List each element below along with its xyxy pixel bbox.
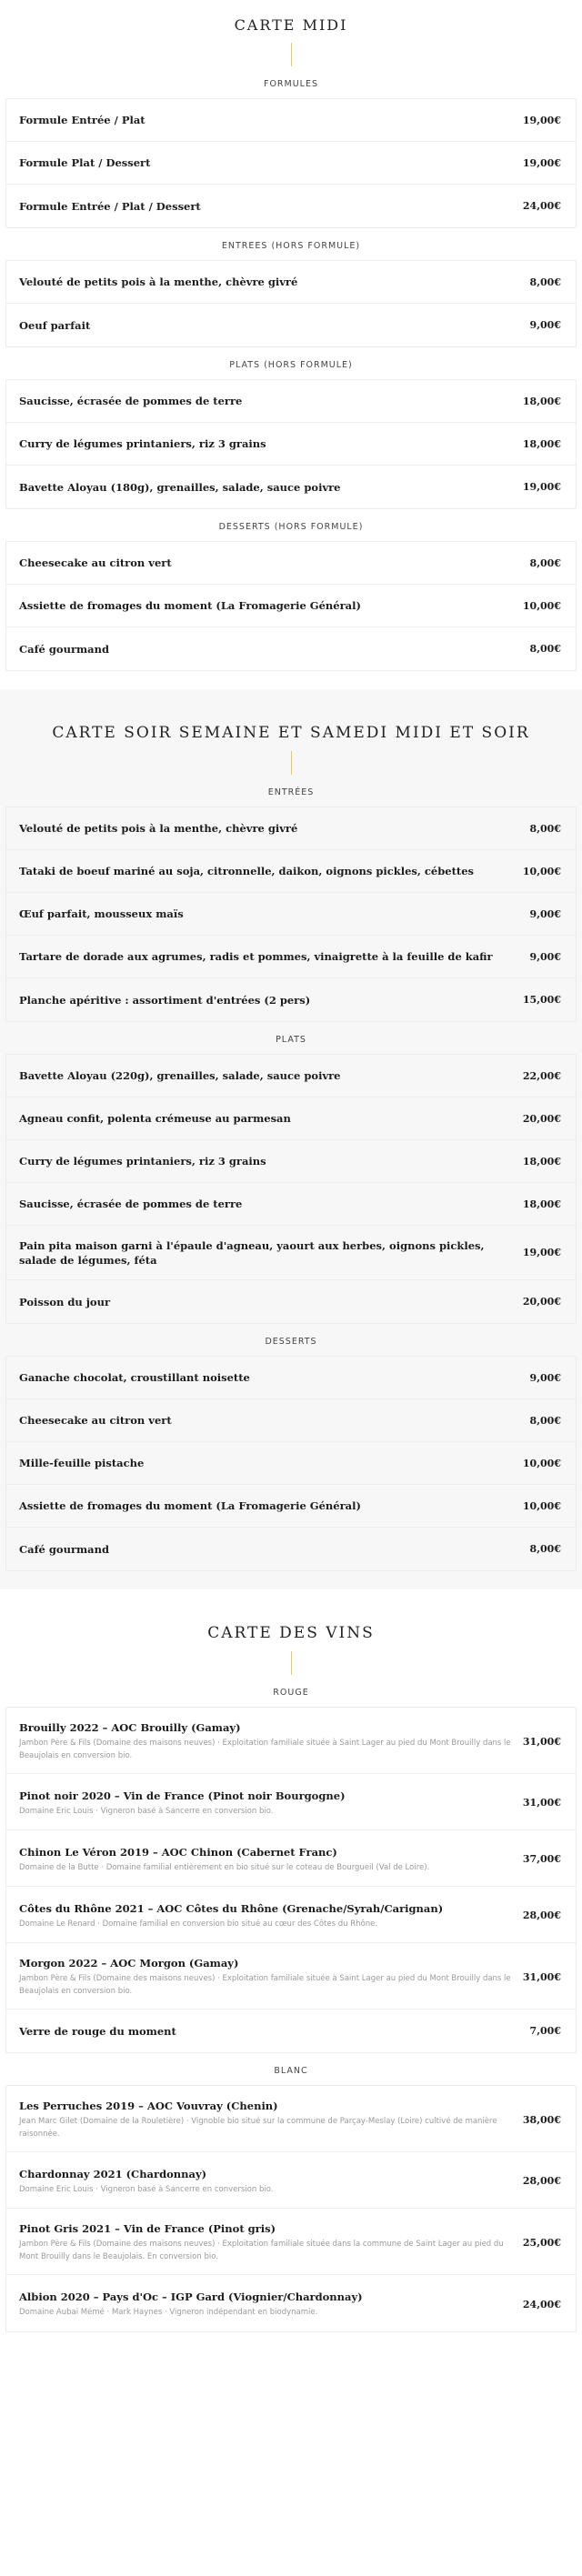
wine-description: Domaine Le Renard · Domaine familial en conversion bio situé au cœur des Côtes du Rhône. [19,1919,378,1929]
menu-item-name: Bavette Aloyau (180g), grenailles, salade, sauce poivre [19,480,341,494]
category-heading: ENTRÉES [267,787,315,797]
menu-list [5,1356,577,1571]
category-heading: BLANC [274,2066,308,2076]
carte-vins-section [0,1589,582,2350]
menu-item [6,99,576,142]
wine-name: Albion 2020 – Pays d'Oc – IGP Gard (Viognier/Chardonnay) [19,2290,363,2303]
menu-item-name: Mille-feuille pistache [19,1457,145,1469]
wine-description: Domaine Eric Louis · Vigneron basé à Sancerre en conversion bio. [19,2184,274,2194]
wine-info [19,1845,429,1874]
category-heading: PLATS [276,1035,306,1045]
category-heading: DESSERTS (HORS FORMULE) [218,522,364,532]
menu-item-price: 19,00€ [522,156,561,169]
category-heading: PLATS (HORS FORMULE) [229,360,353,370]
menu-item-price: 10,00€ [522,1457,561,1469]
wine-name: Côtes du Rhône 2021 – AOC Côtes du Rhône (Grenache/Syrah/Carignan) [19,1901,444,1915]
wine-name: Verre de rouge du moment [19,2024,176,2038]
carte-midi-title: CARTE MIDI [234,16,348,34]
wine-item [6,2209,576,2275]
wine-item [6,2086,576,2152]
wine-price: 31,00€ [522,1797,561,1809]
menu-item [6,807,576,850]
wine-description: Domaine de la Butte · Domaine familial entièrement en bio situé sur le coteau de Bourgueil (Val de Loire). [19,1862,430,1872]
menu-item-name: Velouté de petits pois à la menthe, chèvre givré [19,276,298,288]
menu-item-name: Saucisse, écrasée de pommes de terre [19,1198,243,1210]
wine-item [6,2275,576,2331]
menu-item-name: Pain pita maison garni à l'épaule d'agneau, yaourt aux herbes, oignons pickles, salade de légumes, féta [19,1238,485,1267]
wine-info [19,2024,176,2039]
menu-item [6,1280,576,1323]
menu-item-name: Formule Plat / Dessert [19,156,151,169]
menu-item [6,1485,576,1528]
menu-item-name: Tartare de dorade aux agrumes, radis et pommes, vinaigrette à la feuille de kafir [19,950,493,963]
wine-item [6,1708,576,1774]
category-heading: ROUGE [273,1688,309,1698]
category-heading: DESSERTS [265,1337,317,1347]
menu-item-price: 10,00€ [522,865,561,877]
menu-item-name: Cheesecake au citron vert [19,556,172,569]
title-divider [291,1651,292,1675]
menu-item [6,1055,576,1098]
menu-list [5,379,577,509]
menu-item-name: Saucisse, écrasée de pommes de terre [19,395,243,407]
menu-item-price: 18,00€ [522,395,561,407]
menu-item [6,978,576,1021]
menu-item-price: 9,00€ [529,950,561,963]
carte-midi-groups [5,79,577,671]
menu-item-price: 19,00€ [522,114,561,126]
menu-item-name: Oeuf parfait [19,318,91,332]
menu-item-price: 19,00€ [522,1247,561,1258]
menu-item [6,1183,576,1226]
menu-item-name: Velouté de petits pois à la menthe, chèvre givré [19,822,298,835]
menu-item-price: 10,00€ [522,599,561,612]
wine-price: 28,00€ [522,1909,561,1921]
wine-price: 31,00€ [522,1970,561,1983]
wine-price: 24,00€ [522,2298,561,2310]
wine-info [19,2221,516,2263]
menu-item-price: 22,00€ [522,1069,561,1082]
menu-item-price: 10,00€ [522,1499,561,1512]
wine-name: Chinon Le Véron 2019 – AOC Chinon (Cabernet Franc) [19,1845,337,1859]
menu-item [6,185,576,227]
wine-name: Morgon 2022 – AOC Morgon (Gamay) [19,1957,239,1970]
wine-info [19,2167,273,2196]
wine-description: Domaine Aubai Mémé · Mark Haynes · Vigneron indépendant en biodynamie. [19,2308,318,2317]
menu-item-name: Café gourmand [19,1542,110,1556]
category-heading: FORMULES [263,79,319,89]
menu-item [6,542,576,585]
wine-info [19,2099,516,2140]
menu-item-name: Cheesecake au citron vert [19,1414,172,1427]
wine-name: Brouilly 2022 – AOC Brouilly (Gamay) [19,1721,241,1734]
menu-item [6,380,576,423]
wine-info [19,1720,516,1762]
menu-item-price: 8,00€ [529,1543,561,1555]
menu-item-price: 8,00€ [529,1414,561,1427]
wine-name: Pinot noir 2020 – Vin de France (Pinot noir Bourgogne) [19,1789,346,1802]
wine-item [6,1774,576,1830]
menu-item-price: 20,00€ [522,1112,561,1125]
menu-list [5,260,577,347]
menu-item [6,1140,576,1183]
carte-vins-groups [5,1688,577,2332]
menu-item [6,304,576,346]
wine-price: 28,00€ [522,2175,561,2187]
wine-info [19,1956,516,1998]
menu-item-price: 15,00€ [522,994,561,1006]
wine-list [5,1707,577,2053]
menu-item-price: 8,00€ [529,556,561,569]
menu-item [6,1226,576,1280]
menu-item [6,936,576,978]
wine-item [6,2152,576,2209]
menu-item-name: Tataki de boeuf mariné au soja, citronnelle, daikon, oignons pickles, cébettes [19,865,474,877]
menu-list [5,1054,577,1324]
wine-description: Jambon Père & Fils (Domaine des maisons neuves) · Exploitation familiale située à Saint Lager au pied du Mont Brouilly dans le Beaujolais en conversion bio. [19,1974,511,1996]
menu-item-price: 18,00€ [522,1155,561,1168]
menu-item-name: Assiette de fromages du moment (La Fromagerie Général) [19,1499,361,1512]
wine-price: 37,00€ [522,1853,561,1865]
wine-description: Domaine Eric Louis · Vigneron basé à Sancerre en conversion bio. [19,1806,274,1816]
menu-item-price: 18,00€ [522,437,561,450]
wine-price: 7,00€ [529,2025,561,2037]
menu-item-price: 9,00€ [529,319,561,331]
wine-name: Pinot Gris 2021 – Vin de France (Pinot gris) [19,2222,276,2235]
menu-item-name: Formule Entrée / Plat [19,114,146,126]
menu-item [6,1098,576,1140]
wine-name: Chardonnay 2021 (Chardonnay) [19,2167,207,2180]
menu-item-price: 9,00€ [529,907,561,920]
carte-vins-title: CARTE DES VINS [207,1624,375,1642]
menu-item-name: Agneau confit, polenta crémeuse au parmesan [19,1112,291,1125]
menu-item-name: Assiette de fromages du moment (La Fromagerie Général) [19,599,361,612]
menu-item-name: Ganache chocolat, croustillant noisette [19,1371,250,1384]
category-heading: ENTREES (HORS FORMULE) [221,241,361,251]
wine-description: Jambon Père & Fils (Domaine des maisons neuves) · Exploitation familiale située dans la commune de Saint Lager au pied du Mont Brouilly dans le Beaujolais. En conversion bio. [19,2240,504,2261]
menu-item-name: Curry de légumes printaniers, riz 3 grains [19,1155,266,1168]
menu-item-name: Planche apéritive : assortiment d'entrées (2 pers) [19,993,311,1007]
menu-item-price: 18,00€ [522,1198,561,1210]
menu-item [6,850,576,893]
menu-item-name: Formule Entrée / Plat / Dessert [19,199,201,213]
wine-item [6,1887,576,1943]
menu-list [5,541,577,671]
wine-description: Jean Marc Gilet (Domaine de la Rouletière) · Vignoble bio situé sur la commune de Parçay-Meslay (Loire) cultivé de manière raisonnée. [19,2117,497,2139]
wine-name: Les Perruches 2019 – AOC Vouvray (Chenin) [19,2100,278,2112]
title-divider [291,751,292,775]
menu-item [6,1399,576,1442]
wine-item [6,2010,576,2052]
menu-item-price: 8,00€ [529,643,561,655]
menu-item-name: Œuf parfait, mousseux maïs [19,907,184,920]
title-divider [291,43,292,66]
carte-midi-section [0,0,582,689]
carte-soir-section [0,689,582,1589]
menu-item-price: 8,00€ [529,276,561,288]
menu-item [6,466,576,508]
menu-item-price: 20,00€ [522,1296,561,1308]
menu-item [6,585,576,627]
menu-item-price: 9,00€ [529,1371,561,1384]
menu-item [6,142,576,185]
menu-item [6,1528,576,1570]
menu-item-name: Poisson du jour [19,1295,111,1308]
menu-item-name: Bavette Aloyau (220g), grenailles, salade, sauce poivre [19,1069,341,1082]
menu-item-name: Curry de légumes printaniers, riz 3 grains [19,437,266,450]
wine-description: Jambon Père & Fils (Domaine des maisons neuves) · Exploitation familiale située à Saint Lager au pied du Mont Brouilly dans le Beaujolais en conversion bio. [19,1739,511,1760]
menu-item [6,1442,576,1485]
menu-item [6,1357,576,1399]
menu-item-price: 19,00€ [522,481,561,493]
wine-item [6,1943,576,2010]
menu-list [5,807,577,1022]
carte-soir-groups [5,787,577,1571]
menu-item [6,627,576,670]
menu-item [6,261,576,304]
wine-info [19,2290,363,2319]
wine-info [19,1789,346,1818]
menu-item [6,893,576,936]
wine-list [5,2085,577,2332]
carte-soir-title: CARTE SOIR SEMAINE ET SAMEDI MIDI ET SOIR [52,724,530,742]
wine-price: 38,00€ [522,2113,561,2126]
menu-item [6,423,576,466]
wine-info [19,1901,443,1930]
menu-item-price: 24,00€ [522,200,561,212]
wine-item [6,1830,576,1887]
menu-item-price: 8,00€ [529,822,561,835]
menu-list [5,98,577,228]
wine-price: 25,00€ [522,2236,561,2249]
menu-item-name: Café gourmand [19,642,110,656]
wine-price: 31,00€ [522,1735,561,1748]
